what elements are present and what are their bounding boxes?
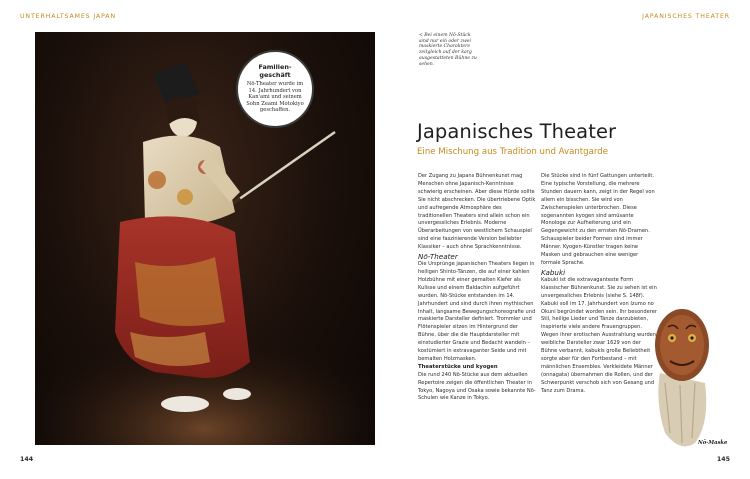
page-subtitle: Eine Mischung aus Tradition und Avantgarde xyxy=(417,147,609,157)
mask-caption: Nō-Maske xyxy=(698,440,728,446)
section-heading-plays: Theaterstücke und kyogen xyxy=(418,363,498,370)
page-title: Japanisches Theater xyxy=(417,120,617,143)
info-callout-text: Nō-Theater wurde im 14. Jahrhundert von Kan'ami und seinem Sohn Zeami Motokiyo geschaffen. xyxy=(246,81,304,114)
plays-paragraph: Die rund 240 Nō-Stücke aus dem aktuellen Repertoire zeigen die öffentlichen Theater in Tokyo, Nagoya und Osaka sowie bekannte Nō-Schulen wie Kanze in Tokyo. xyxy=(418,371,536,402)
running-head-right: JAPANISCHES THEATER xyxy=(642,13,730,20)
noh-mask-image xyxy=(640,303,728,453)
text-column-1 xyxy=(418,173,536,403)
kabuki-paragraph: Kabuki ist die extravaganteste Form klassischer Bühnenkunst. Sie zu sehen ist ein unvergessliches Erlebnis (siehe S. 148f). Kabuki soll im 17. Jahrhundert von Izumo no Okuni begründet worden sein. Ihr besonderer Stil, heilige Lieder und Tänze darzubieten, inspirierte viele andere Frauengruppen. Wegen ihrer erotischen Ausstrahlung wurden weibliche Darsteller zwar 1629 von der Bühne verbannt, kabukis große Beliebtheit sorgte aber für den Fortbestand – mit männlichen Ensembles. Verkleidete Männer (onnagata) übernahmen die Rollen, und der Schwerpunkt verschob sich von Gesang und Tanz zum Drama. xyxy=(541,276,657,394)
section-heading-kabuki: Kabuki xyxy=(541,267,566,277)
info-callout-title: Familien-geschäft xyxy=(258,63,292,79)
section-heading-no: Nō-Theater xyxy=(418,252,458,262)
info-callout xyxy=(236,50,314,128)
page-number-right: 145 xyxy=(716,456,730,463)
intro-paragraph: Der Zugang zu Japans Bühnenkunst mag Menschen ohne Japanisch-Kenntnisse schwierig erscheinen. Aber diese Hürde sollte Sie nicht abschrecken. Die übertriebene Optik und aufregende Atmosphäre des traditionellen Theaters sind allein schon ein unvergessliches Erlebnis. Moderne Überarbeitungen von westlichem Schauspiel sind eine faszinierende Version beliebter Klassiker – auch ohne Sprachkenntnisse. xyxy=(418,173,536,251)
page-number-left: 144 xyxy=(20,456,34,463)
kyogen-paragraph: Die Stücke sind in fünf Gattungen unterteilt. Eine typische Vorstellung, die mehrere Stunden dauern kann, zeigt in der Regel von allem ein bisschen. Sie wird von Zwischenspielen unterbrochen. Diese sogenannten kyogen sind amüsante Monologe zur Aufheiterung und ein Gegengewicht zu den ernsten Nō-Dramen. Schauspieler beider Formen sind immer Männer. Kyogen-Künstler tragen keine Masken und gebrauchen eine weniger formale Sprache. xyxy=(541,173,655,266)
no-paragraph: Die Ursprünge japanischen Theaters liegen in heiligen Shinto-Tänzen, die auf einer kahlen Holzbühne mit einer gemalten Kiefer als Kulisse und einem Baldachin aufgeführt wurden. Nō-Stücke entstanden im 14. Jahrhundert und sind durch ihren mythischen Inhalt, langsame Bewegungschoreografie und maskierte Darsteller definiert. Trommler und Flötenspieler sitzen im Hintergrund der Bühne, über die die Hauptdarsteller mit einstudierter Grazie und Bedacht wandeln – kostümiert in extravaganter Seide und mit bemalten Holzmasken. xyxy=(418,261,536,362)
noh-performer-photo xyxy=(35,32,375,445)
running-head-left: UNTERHALTSAMES JAPAN xyxy=(20,13,116,20)
photo-caption: < Bei einem Nō-Stück sind nur ein oder zwei maskierte Charaktere zeitgleich auf der karg ausgestatteten Bühne zu sehen. xyxy=(419,33,477,67)
